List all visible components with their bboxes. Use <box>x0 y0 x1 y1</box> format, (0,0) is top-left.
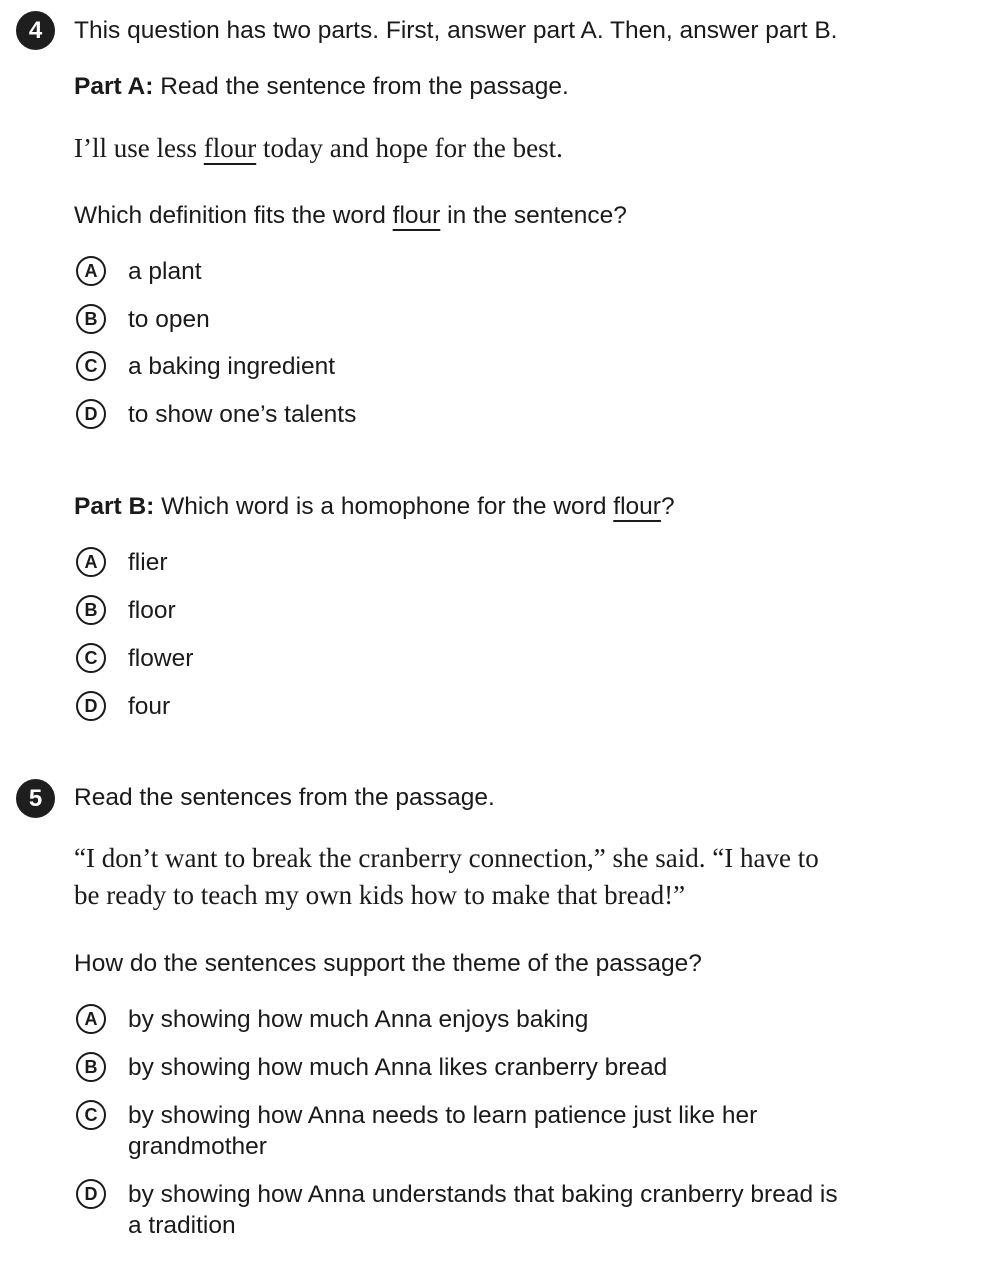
q4b-option-b[interactable] <box>76 595 176 626</box>
q5-quote-line-2: be ready to teach my own kids how to make that bread!” <box>74 880 686 910</box>
option-text: a plant <box>128 258 202 285</box>
answer-bubble-d[interactable]: D <box>76 1179 106 1209</box>
answer-bubble-c[interactable]: C <box>76 643 106 673</box>
answer-bubble-d[interactable]: D <box>76 691 106 721</box>
q4-partB-question <box>74 492 675 522</box>
option-text: by showing how much Anna enjoys baking <box>128 1006 589 1033</box>
q5-quote-line-1: “I don’t want to break the cranberry connection,” she said. “I have to <box>74 843 819 873</box>
option-text-line-2: grandmother <box>128 1133 267 1160</box>
sentence-text: today and hope for the best. <box>256 133 563 163</box>
q5-option-a[interactable] <box>76 1004 588 1035</box>
q4b-option-d[interactable] <box>76 691 170 722</box>
q4a-option-c[interactable] <box>76 351 335 382</box>
q5-question: How do the sentences support the theme of the passage? <box>74 950 702 977</box>
q4-passage-sentence <box>74 130 563 167</box>
q4b-option-a[interactable] <box>76 547 167 578</box>
q4b-option-c[interactable] <box>76 643 193 674</box>
q5-option-d[interactable] <box>76 1179 838 1241</box>
question-number-4: 4 <box>16 11 55 50</box>
q4a-option-a[interactable] <box>76 256 202 287</box>
question-text: Which word is a homophone for the word <box>161 493 614 520</box>
answer-bubble-c[interactable]: C <box>76 351 106 381</box>
q5-option-b[interactable] <box>76 1052 667 1083</box>
question-text: Which definition fits the word <box>74 202 393 229</box>
option-text-line-2: a tradition <box>128 1212 236 1239</box>
underlined-word: flour <box>613 493 661 520</box>
question-text: ? <box>660 493 675 520</box>
q5-instruction: Read the sentences from the passage. <box>74 784 495 811</box>
option-text: flower <box>128 645 194 672</box>
option-text <box>128 1100 757 1162</box>
option-text: to show one’s talents <box>128 401 357 428</box>
q4a-option-b[interactable] <box>76 304 210 335</box>
answer-bubble-b[interactable]: B <box>76 1052 106 1082</box>
q4-partA-question <box>74 201 627 231</box>
option-text <box>128 1179 838 1241</box>
option-text: by showing how much Anna likes cranberry bread <box>128 1054 668 1081</box>
underlined-word: flour <box>203 133 257 163</box>
part-a-instruction: Read the sentence from the passage. <box>160 73 569 100</box>
answer-bubble-b[interactable]: B <box>76 304 106 334</box>
option-text-line-1: by showing how Anna needs to learn patience just like her <box>128 1102 758 1129</box>
q4-partA-heading <box>74 72 569 102</box>
option-text-line-1: by showing how Anna understands that baking cranberry bread is <box>128 1181 838 1208</box>
q4-intro: This question has two parts. First, answer part A. Then, answer part B. <box>74 17 838 44</box>
option-text: floor <box>128 597 176 624</box>
question-text: in the sentence? <box>440 202 627 229</box>
option-text: four <box>128 693 171 720</box>
option-text: to open <box>128 306 210 333</box>
answer-bubble-a[interactable]: A <box>76 256 106 286</box>
part-a-label: Part A: <box>74 73 154 100</box>
answer-bubble-a[interactable]: A <box>76 1004 106 1034</box>
sentence-text: I’ll use less <box>74 133 204 163</box>
answer-bubble-a[interactable]: A <box>76 547 106 577</box>
option-text: flier <box>128 549 168 576</box>
question-number-5: 5 <box>16 779 55 818</box>
answer-bubble-c[interactable]: C <box>76 1100 106 1130</box>
underlined-word: flour <box>392 202 441 229</box>
q4a-option-d[interactable] <box>76 399 356 430</box>
answer-bubble-b[interactable]: B <box>76 595 106 625</box>
option-text: a baking ingredient <box>128 353 336 380</box>
part-b-label: Part B: <box>74 493 155 520</box>
answer-bubble-d[interactable]: D <box>76 399 106 429</box>
q5-option-c[interactable] <box>76 1100 757 1162</box>
